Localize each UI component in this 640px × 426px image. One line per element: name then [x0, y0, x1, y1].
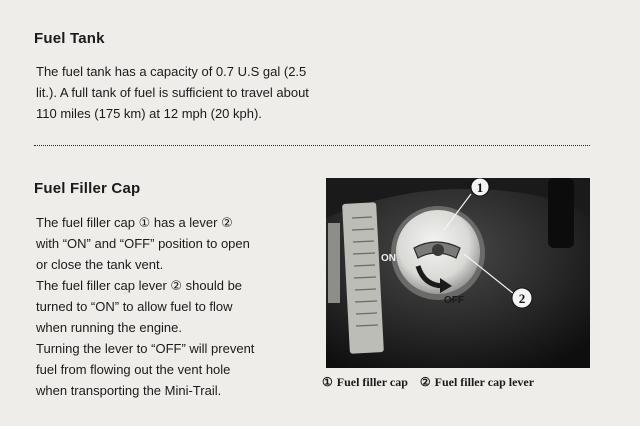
caption-item-1-label: Fuel filler cap — [336, 375, 408, 389]
side-sticker — [328, 223, 340, 303]
filler-cap-line: or close the tank vent. — [36, 257, 164, 272]
caption-item-2-label: Fuel filler cap lever — [434, 375, 535, 389]
filler-cap-line: The fuel filler cap ① has a lever ② — [36, 215, 233, 230]
callout-1: 1 — [476, 180, 484, 195]
caption-item-2-number: ② — [419, 375, 431, 389]
fuel-tank-line: 110 miles (175 km) at 12 mph (20 kph). — [36, 106, 262, 121]
photo-caption — [322, 375, 534, 390]
on-position-label: ON — [381, 253, 396, 264]
filler-cap-line: turned to “ON” to allow fuel to flow — [36, 299, 233, 314]
fuel-tank-heading: Fuel Tank — [34, 30, 105, 47]
filler-cap-line: The fuel filler cap lever ② should be — [36, 278, 243, 293]
fuel-filler-cap-paragraph — [36, 212, 254, 401]
section-divider — [34, 145, 590, 146]
fuel-filler-cap-photo — [326, 178, 590, 368]
fuel-tank-illustration — [326, 178, 590, 368]
caption-item-1-number: ① — [322, 375, 333, 389]
filler-cap-line: Turning the lever to “OFF” will prevent — [36, 341, 255, 356]
fuel-filler-cap-heading: Fuel Filler Cap — [34, 180, 141, 197]
tank-strap — [548, 178, 574, 248]
fuel-tank-line: lit.). A full tank of fuel is sufficient to travel about — [36, 85, 309, 100]
fuel-tank-line: The fuel tank has a capacity of 0.7 U.S gal (2.5 — [36, 64, 307, 79]
filler-cap-line: when transporting the Mini-Trail. — [36, 383, 222, 398]
callout-2: 2 — [518, 291, 526, 306]
filler-cap-line: with “ON” and “OFF” position to open — [36, 236, 250, 251]
filler-cap-line: when running the engine. — [36, 320, 183, 335]
off-position-label: OFF — [444, 295, 464, 306]
fuel-tank-paragraph — [36, 61, 309, 124]
filler-cap-line: fuel from flowing out the vent hole — [36, 362, 231, 377]
